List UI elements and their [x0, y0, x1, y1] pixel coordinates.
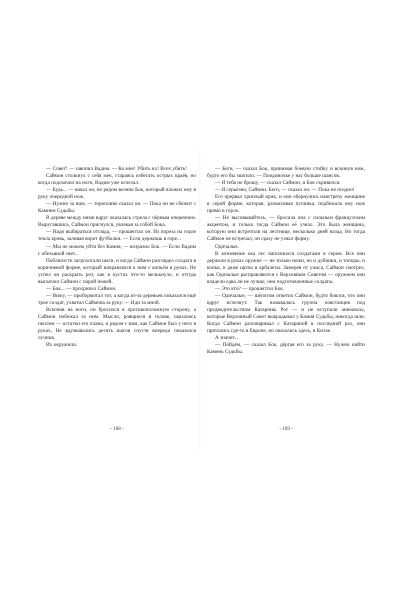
paragraph: — Одичалые, — шёпотом ответил Саймон, будто боялся, что они вдруг исчезнут. Так называлась группа повстанцев под предводительством Катарины Рот — и не вступали анимоксы, которые Верховный Совет выкрадывал у Камня Судьбы, никогда шли. Когда Саймон разговаривал с Катариной в последний раз, они прятались где-то в Европе, но оказались здесь, в Китае. — [207, 292, 365, 335]
paragraph: Вскочив на ноги, он бросился в противоположную сторону, а Саймон побежал за ним. Мысли, роящиеся в голове, оказались пеплом — остатки его плана, и рядом с ним, как Саймон был у него в руках, Не вдумывались десять шагов спустя впереди показался лучник. — [38, 306, 196, 342]
paragraph: В дереве между ними вдруг оказалась стрела с чёрным оперением. Выругавшись, Саймон пригнулся, увлекая за собой Бока. — [38, 215, 196, 229]
paragraph: — Нужно за ним, — торопливо сказал он. — Пока он не сбежит с Камнем Судьбы. — [38, 201, 196, 215]
paragraph: — Мы не можем уйти без Камня, — возразил Бок. — Если Вадим с обезьяной свет... — [38, 243, 196, 257]
paragraph: Их окружили. — [46, 342, 78, 349]
paragraph: — Будь... — начал он, но рядом возник Бок, который вложил ему в руку очередной нож. — [38, 187, 196, 201]
paragraph: — Беги, — сказал Бок, принимая боевую стойку и вскинув нож, будто его бы хватило. — Поодиночке у нас больше шансов. — [207, 166, 365, 180]
right-page-text — [207, 166, 365, 356]
paragraph: Поблизости загрохотали шаги, и когда Саймон разглядел солдата в коричневой форме, который направлялся к ним с копьём в руках. Не успел он раскрыть рот, как в кустах что-то мелькнуло, и оттуда выскочил Саймон с парой ножей. — [38, 257, 196, 285]
paragraph: В мгновение ока лес наполнился солдатами в сером. Все они держали в руках оружие — не только ножи, но и дубинки, и топоры, и копья, и даже щиты и арбалеты. Замерев от ужаса, Саймон смотрел, как Одичалые расправляются с Верховным Советом — оружием они владели едва ли не лучше, чем подготовленные солдаты. — [207, 250, 365, 285]
paragraph: А значит... — [215, 335, 239, 342]
left-page — [38, 166, 196, 432]
paragraph: — Пойдём, — сказал Бок, дёргая его за руку. — Нужно найти Камень Судьбы. — [207, 342, 365, 356]
paragraph: — Я серьёзно, Саймон. Беги, — сказал он. — Пока не поздно! — [215, 187, 355, 194]
right-page — [207, 166, 365, 432]
paragraph: — Надо выбираться отсюда, — прошептал он. Из порезa на горле текла кровь, заливая ворот футболки. — Если держишь в горе... — [38, 229, 196, 243]
paragraph: Саймон столкнул с себя меч, стараясь избегать острых краёв, но когда подскочил на ноги, Вадим уже исчезал. — [38, 173, 196, 187]
paragraph: — Бок... — прохрипел Саймон. — [46, 285, 117, 292]
page-number-right: - 169 - — [279, 427, 293, 432]
paragraph: — Я тебя не брошу, — сказал Саймон, и Бок скривился. — [215, 180, 341, 187]
paragraph: Его прервал хриплый крик, и они обернулись навстречу женщине в серой форме, которая, размахивая пучинка, подбежала ему нож прямо в горло. — [207, 194, 365, 215]
paragraph: — Совет! — завопил Вадим. — Ко мне! Убить их! Всех убить! — [46, 166, 187, 172]
book-gutter — [199, 150, 201, 450]
paragraph: — Вижу, — пробормотал тот, а когда из-за деревьев показался ещё трое солдат, ухватил Саймона за руку. — Иди за мной. — [38, 292, 196, 306]
page-number-left: - 168 - — [110, 427, 124, 432]
paragraph: — Это кто? — прошептал Бок. — [215, 285, 285, 292]
left-page-text — [38, 166, 196, 349]
paragraph: Одичалые. — [215, 243, 240, 250]
paragraph: — Не высовывайтесь, — бросила она с сильным французским акцентом, и только тогда Саймон её узнал. Это была женщина, которую они встретили на лестнице, несколько дней назад. Но тогда Саймон не встречал, он сразу не узнал форму. — [207, 215, 365, 243]
